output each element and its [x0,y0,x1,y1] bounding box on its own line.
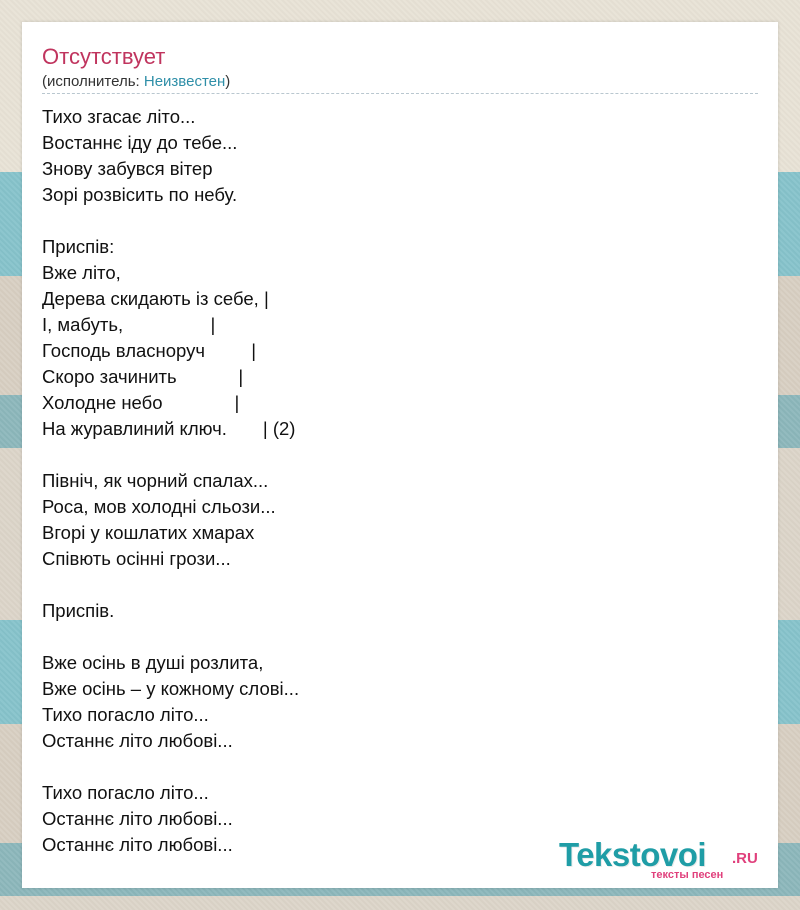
lyric-line: Востаннє іду до тебе... [42,132,238,153]
header-divider [42,93,758,94]
lyric-line: Знову забувся вітер [42,158,213,179]
logo-tagline: тексты песен [651,869,724,881]
lyric-line: На журавлиний ключ. | (2) [42,418,296,439]
logo-tld: .RU [732,850,758,867]
lyric-line: Скоро зачинить | [42,366,244,387]
lyric-line: Вже літо, [42,262,121,283]
lyrics-text [42,104,742,858]
lyric-line: Роса, мов холодні сльози... [42,496,276,517]
lyric-line: Тихо згасає літо... [42,106,196,127]
lyric-line: Вже осінь – у кожному слові... [42,678,300,699]
artist-line [42,73,230,90]
lyric-line: Останнє літо любові... [42,730,233,751]
logo-wordmark: Tekstovoi [559,836,707,873]
lyric-line: Холодне небо | [42,392,240,413]
artist-suffix: ) [225,73,231,90]
site-logo[interactable] [559,836,764,880]
lyric-line: Вгорі у кошлатих хмарах [42,522,255,543]
lyrics-card [22,22,778,888]
lyric-line: Приспів: [42,236,115,257]
lyric-line [42,442,742,468]
lyric-line: Вже осінь в душі розлита, [42,652,264,673]
lyric-line [42,754,742,780]
lyric-line: Співють осінні грози... [42,548,231,569]
lyric-line: Останнє літо любові... [42,808,233,829]
lyric-line: Приспів. [42,600,115,621]
lyric-line: Дерева скидають із себе, | [42,288,269,309]
lyric-line [42,572,742,598]
lyric-line: Господь власноруч | [42,340,257,361]
lyric-line: І, мабуть, | [42,314,216,335]
lyric-line [42,208,742,234]
lyric-line: Тихо погасло літо... [42,782,209,803]
artist-prefix: (исполнитель: [42,73,144,90]
lyric-line: Зорі розвісить по небу. [42,184,238,205]
lyric-line [42,624,742,650]
lyric-line: Тихо погасло літо... [42,704,209,725]
song-title: Отсутствует [42,44,166,69]
lyric-line: Останнє літо любові... [42,834,233,855]
lyric-line: Північ, як чорний спалах... [42,470,269,491]
artist-link[interactable]: Неизвестен [143,73,226,90]
